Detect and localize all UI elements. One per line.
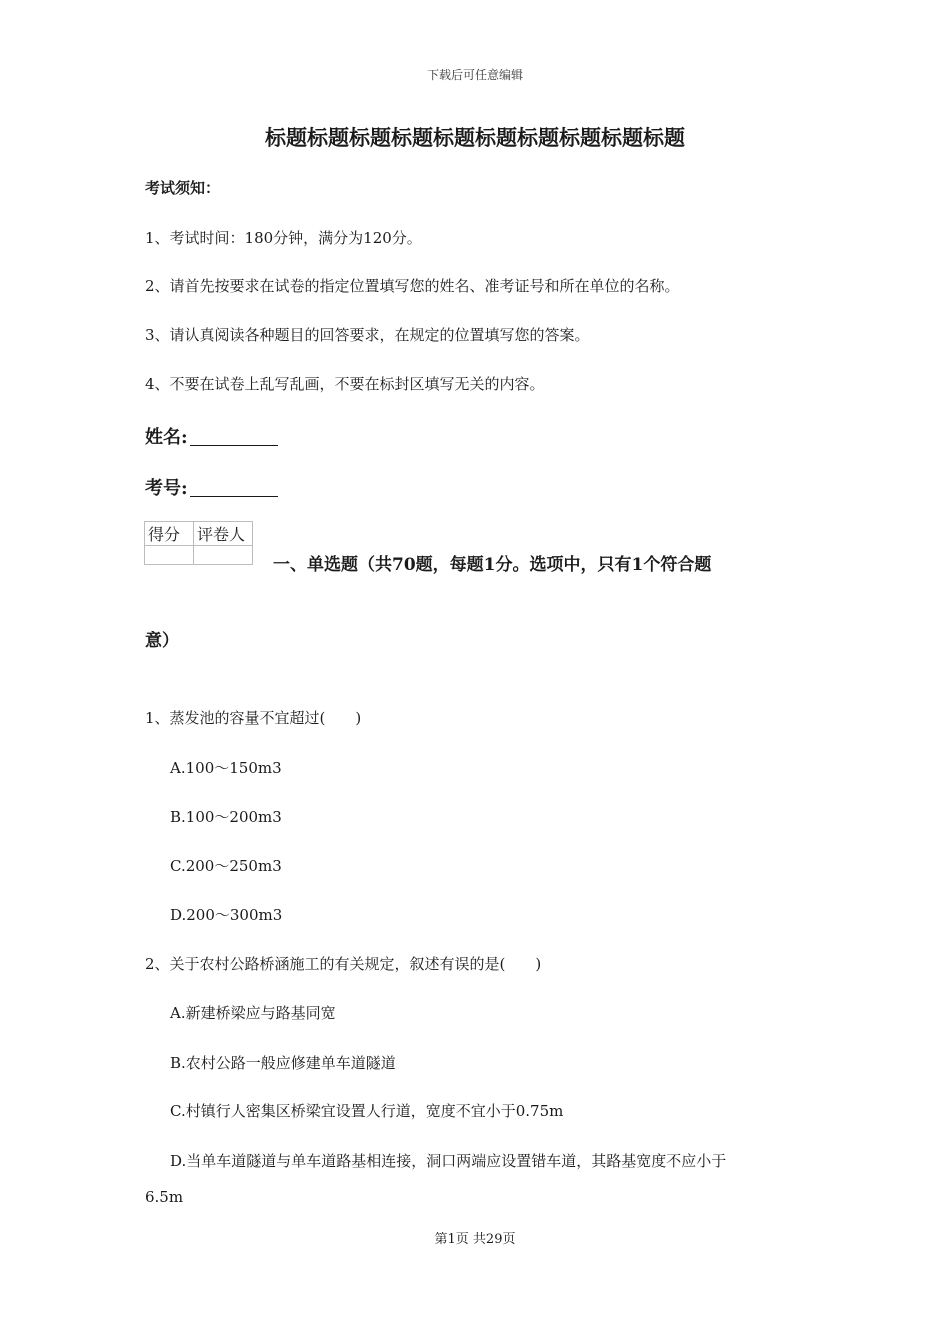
notice-heading: 考试须知：	[145, 179, 221, 197]
name-field	[145, 423, 278, 449]
option: A.100～150m3	[170, 759, 282, 777]
id-label: 考号:	[145, 478, 188, 499]
name-label: 姓名:	[145, 427, 188, 448]
grader-cell	[194, 546, 253, 565]
option: A.新建桥梁应与路基同宽	[170, 1004, 336, 1022]
page-footer: 第1页 共29页	[434, 1232, 516, 1247]
question-text: 1、蒸发池的容量不宜超过( )	[145, 709, 362, 727]
option: C.村镇行人密集区桥梁宜设置人行道，宽度不宜小于0.75m	[170, 1102, 564, 1120]
header-note: 下载后可任意编辑	[426, 68, 523, 82]
notice-rule: 4、不要在试卷上乱写乱画，不要在标封区填写无关的内容。	[145, 375, 545, 393]
id-field	[145, 474, 278, 500]
option-continuation: 6.5m	[145, 1188, 184, 1206]
option: C.200～250m3	[170, 857, 282, 875]
notice-rule: 1、考试时间：180分钟，满分为120分。	[145, 229, 422, 247]
document-title: 标题标题标题标题标题标题标题标题标题标题	[265, 125, 685, 150]
score-cell	[145, 546, 194, 565]
id-blank[interactable]	[190, 478, 278, 497]
option: D.200～300m3	[170, 906, 283, 924]
option: B.农村公路一般应修建单车道隧道	[170, 1054, 396, 1072]
option: B.100～200m3	[170, 808, 282, 826]
notice-rule: 3、请认真阅读各种题目的回答要求，在规定的位置填写您的答案。	[145, 326, 590, 344]
section-heading: 一、单选题（共70题，每题1分。选项中，只有1个符合题	[273, 555, 712, 575]
name-blank[interactable]	[190, 427, 278, 446]
grader-header: 评卷人	[194, 522, 253, 546]
score-table	[144, 521, 253, 565]
section-heading-cont: 意）	[145, 631, 179, 651]
notice-rule: 2、请首先按要求在试卷的指定位置填写您的姓名、准考证号和所在单位的名称。	[145, 277, 680, 295]
option: D.当单车道隧道与单车道路基相连接，洞口两端应设置错车道，其路基宽度不应小于	[170, 1152, 727, 1170]
question-text: 2、关于农村公路桥涵施工的有关规定，叙述有误的是( )	[145, 955, 542, 973]
score-header: 得分	[145, 522, 194, 546]
